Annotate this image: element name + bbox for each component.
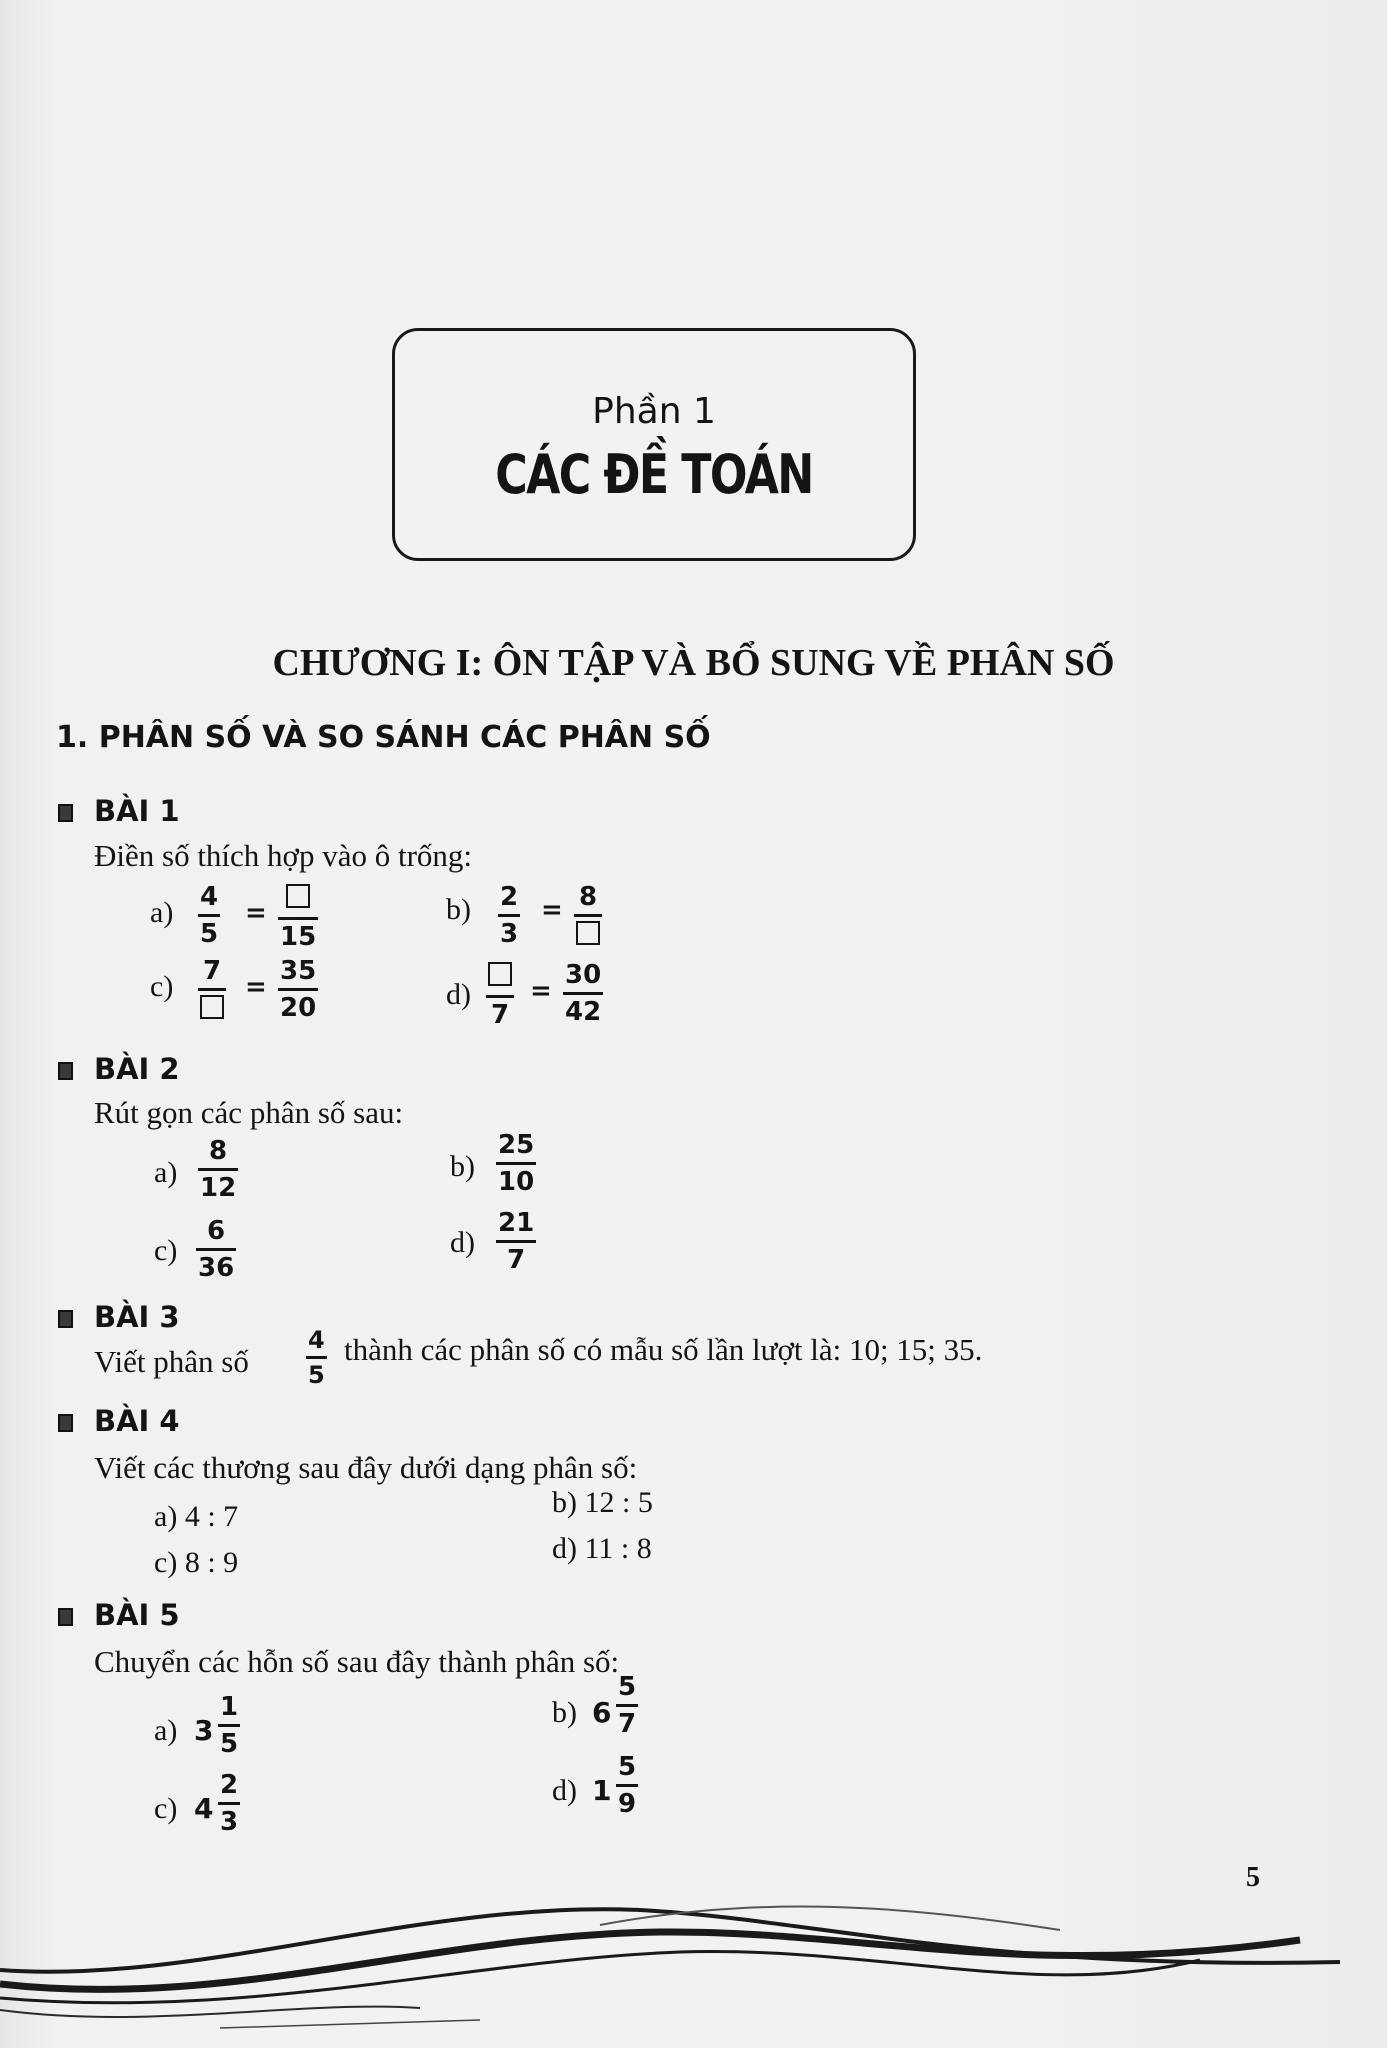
- bai4-heading: BÀI 4: [94, 1404, 180, 1438]
- decorative-wave-icon: [0, 1880, 1387, 2048]
- bai5-item-a-whole: 3: [194, 1714, 214, 1747]
- bullet-icon: [58, 1608, 73, 1626]
- bai2-instruction: Rút gọn các phân số sau:: [94, 1095, 404, 1130]
- bai1-item-a-fraction-left: 4 5: [200, 882, 219, 949]
- blank-box: [200, 995, 224, 1019]
- bai4-instruction: Viết các thương sau đây dưới dạng phân số:: [94, 1450, 638, 1485]
- bai1-item-d-fraction-right: 30 42: [565, 960, 602, 1027]
- bai2-item-b-fraction: 25 10: [498, 1130, 535, 1197]
- bai1-heading: BÀI 1: [94, 794, 180, 828]
- bai5-item-d-fraction: 5 9: [618, 1752, 637, 1819]
- bai1-item-b-fraction-left: 2 3: [500, 882, 519, 949]
- bai1-item-d-fraction-left: 7: [486, 962, 514, 1028]
- equals-sign: =: [245, 898, 267, 928]
- blank-box: [488, 962, 512, 986]
- bai5-item-d-label: d): [552, 1774, 577, 1807]
- section-title: 1. PHÂN SỐ VÀ SO SÁNH CÁC PHÂN SỐ: [56, 720, 711, 755]
- bai1-item-c-fraction-right: 35 20: [280, 956, 317, 1023]
- bai5-item-a-label: a): [154, 1714, 178, 1747]
- bai4-item-c: [154, 1546, 238, 1580]
- equals-sign: =: [245, 972, 267, 1002]
- bai5-item-c-whole: 4: [194, 1792, 214, 1825]
- bai3-heading: BÀI 3: [94, 1300, 180, 1334]
- part-title-box: [392, 328, 916, 561]
- bai5-item-a-fraction: 1 5: [220, 1692, 239, 1759]
- bai5-item-b-fraction: 5 7: [618, 1672, 637, 1739]
- page-number: 5: [1246, 1862, 1260, 1893]
- bai5-item-c-fraction: 2 3: [220, 1770, 239, 1837]
- chapter-title: CHƯƠNG I: ÔN TẬP VÀ BỔ SUNG VỀ PHÂN SỐ: [272, 642, 1115, 684]
- bai1-instruction: Điền số thích hợp vào ô trống:: [94, 838, 473, 873]
- bullet-icon: [58, 1414, 73, 1432]
- bullet-icon: [58, 1062, 73, 1080]
- bai2-item-d-fraction: 21 7: [498, 1208, 535, 1275]
- bai2-item-d-label: d): [450, 1226, 475, 1259]
- bai5-item-b-whole: 6: [592, 1696, 612, 1729]
- bai5-instruction: Chuyển các hỗn số sau đây thành phân số:: [94, 1644, 620, 1679]
- bai1-item-a-fraction-right: 15: [278, 884, 318, 950]
- bai1-item-d-label: d): [446, 978, 471, 1011]
- bullet-icon: [58, 804, 73, 822]
- blank-box: [576, 921, 600, 945]
- bai1-item-b-fraction-right: 8: [574, 884, 602, 950]
- bai4-item-a-expr: 4 : 7: [184, 1500, 239, 1533]
- bai1-item-c-label: c): [150, 970, 174, 1003]
- bai4-item-b-expr: 12 : 5: [584, 1486, 653, 1519]
- bai4-item-b: [552, 1486, 653, 1520]
- part-title: CÁC ĐỀ TOÁN: [495, 443, 813, 506]
- bai1-item-c-fraction-left: 7: [198, 958, 226, 1024]
- bai5-heading: BÀI 5: [94, 1598, 180, 1632]
- bai4-item-c-label: c): [154, 1546, 178, 1579]
- equals-sign: =: [541, 895, 563, 925]
- bullet-icon: [58, 1310, 73, 1328]
- part-label: Phần 1: [592, 391, 716, 432]
- bai2-item-c-label: c): [154, 1234, 178, 1267]
- bai2-item-a-label: a): [154, 1156, 178, 1189]
- bai4-item-b-label: b): [552, 1486, 577, 1519]
- bai3-text-after: thành các phân số có mẫu số lần lượt là: 10; 15; 35.: [344, 1332, 983, 1367]
- bai1-item-a-label: a): [150, 896, 174, 929]
- blank-box: [286, 884, 310, 908]
- bai5-item-b-label: b): [552, 1696, 577, 1729]
- bai2-heading: BÀI 2: [94, 1052, 180, 1086]
- bai2-item-c-fraction: 6 36: [198, 1216, 235, 1283]
- bai2-item-b-label: b): [450, 1150, 475, 1183]
- bai1-item-b-label: b): [446, 893, 471, 926]
- equals-sign: =: [530, 976, 552, 1006]
- bai3-text-before: Viết phân số: [94, 1344, 249, 1379]
- bai5-item-d-whole: 1: [592, 1774, 612, 1807]
- bai4-item-d: [552, 1532, 652, 1566]
- bai4-item-d-label: d): [552, 1532, 577, 1565]
- bai2-item-a-fraction: 8 12: [200, 1136, 237, 1203]
- bai4-item-a-label: a): [154, 1500, 178, 1533]
- bai4-item-a: [154, 1500, 238, 1534]
- bai3-fraction: 4 5: [308, 1326, 325, 1389]
- bai4-item-c-expr: 8 : 9: [184, 1546, 239, 1579]
- bai5-item-c-label: c): [154, 1792, 178, 1825]
- bai4-item-d-expr: 11 : 8: [584, 1532, 652, 1565]
